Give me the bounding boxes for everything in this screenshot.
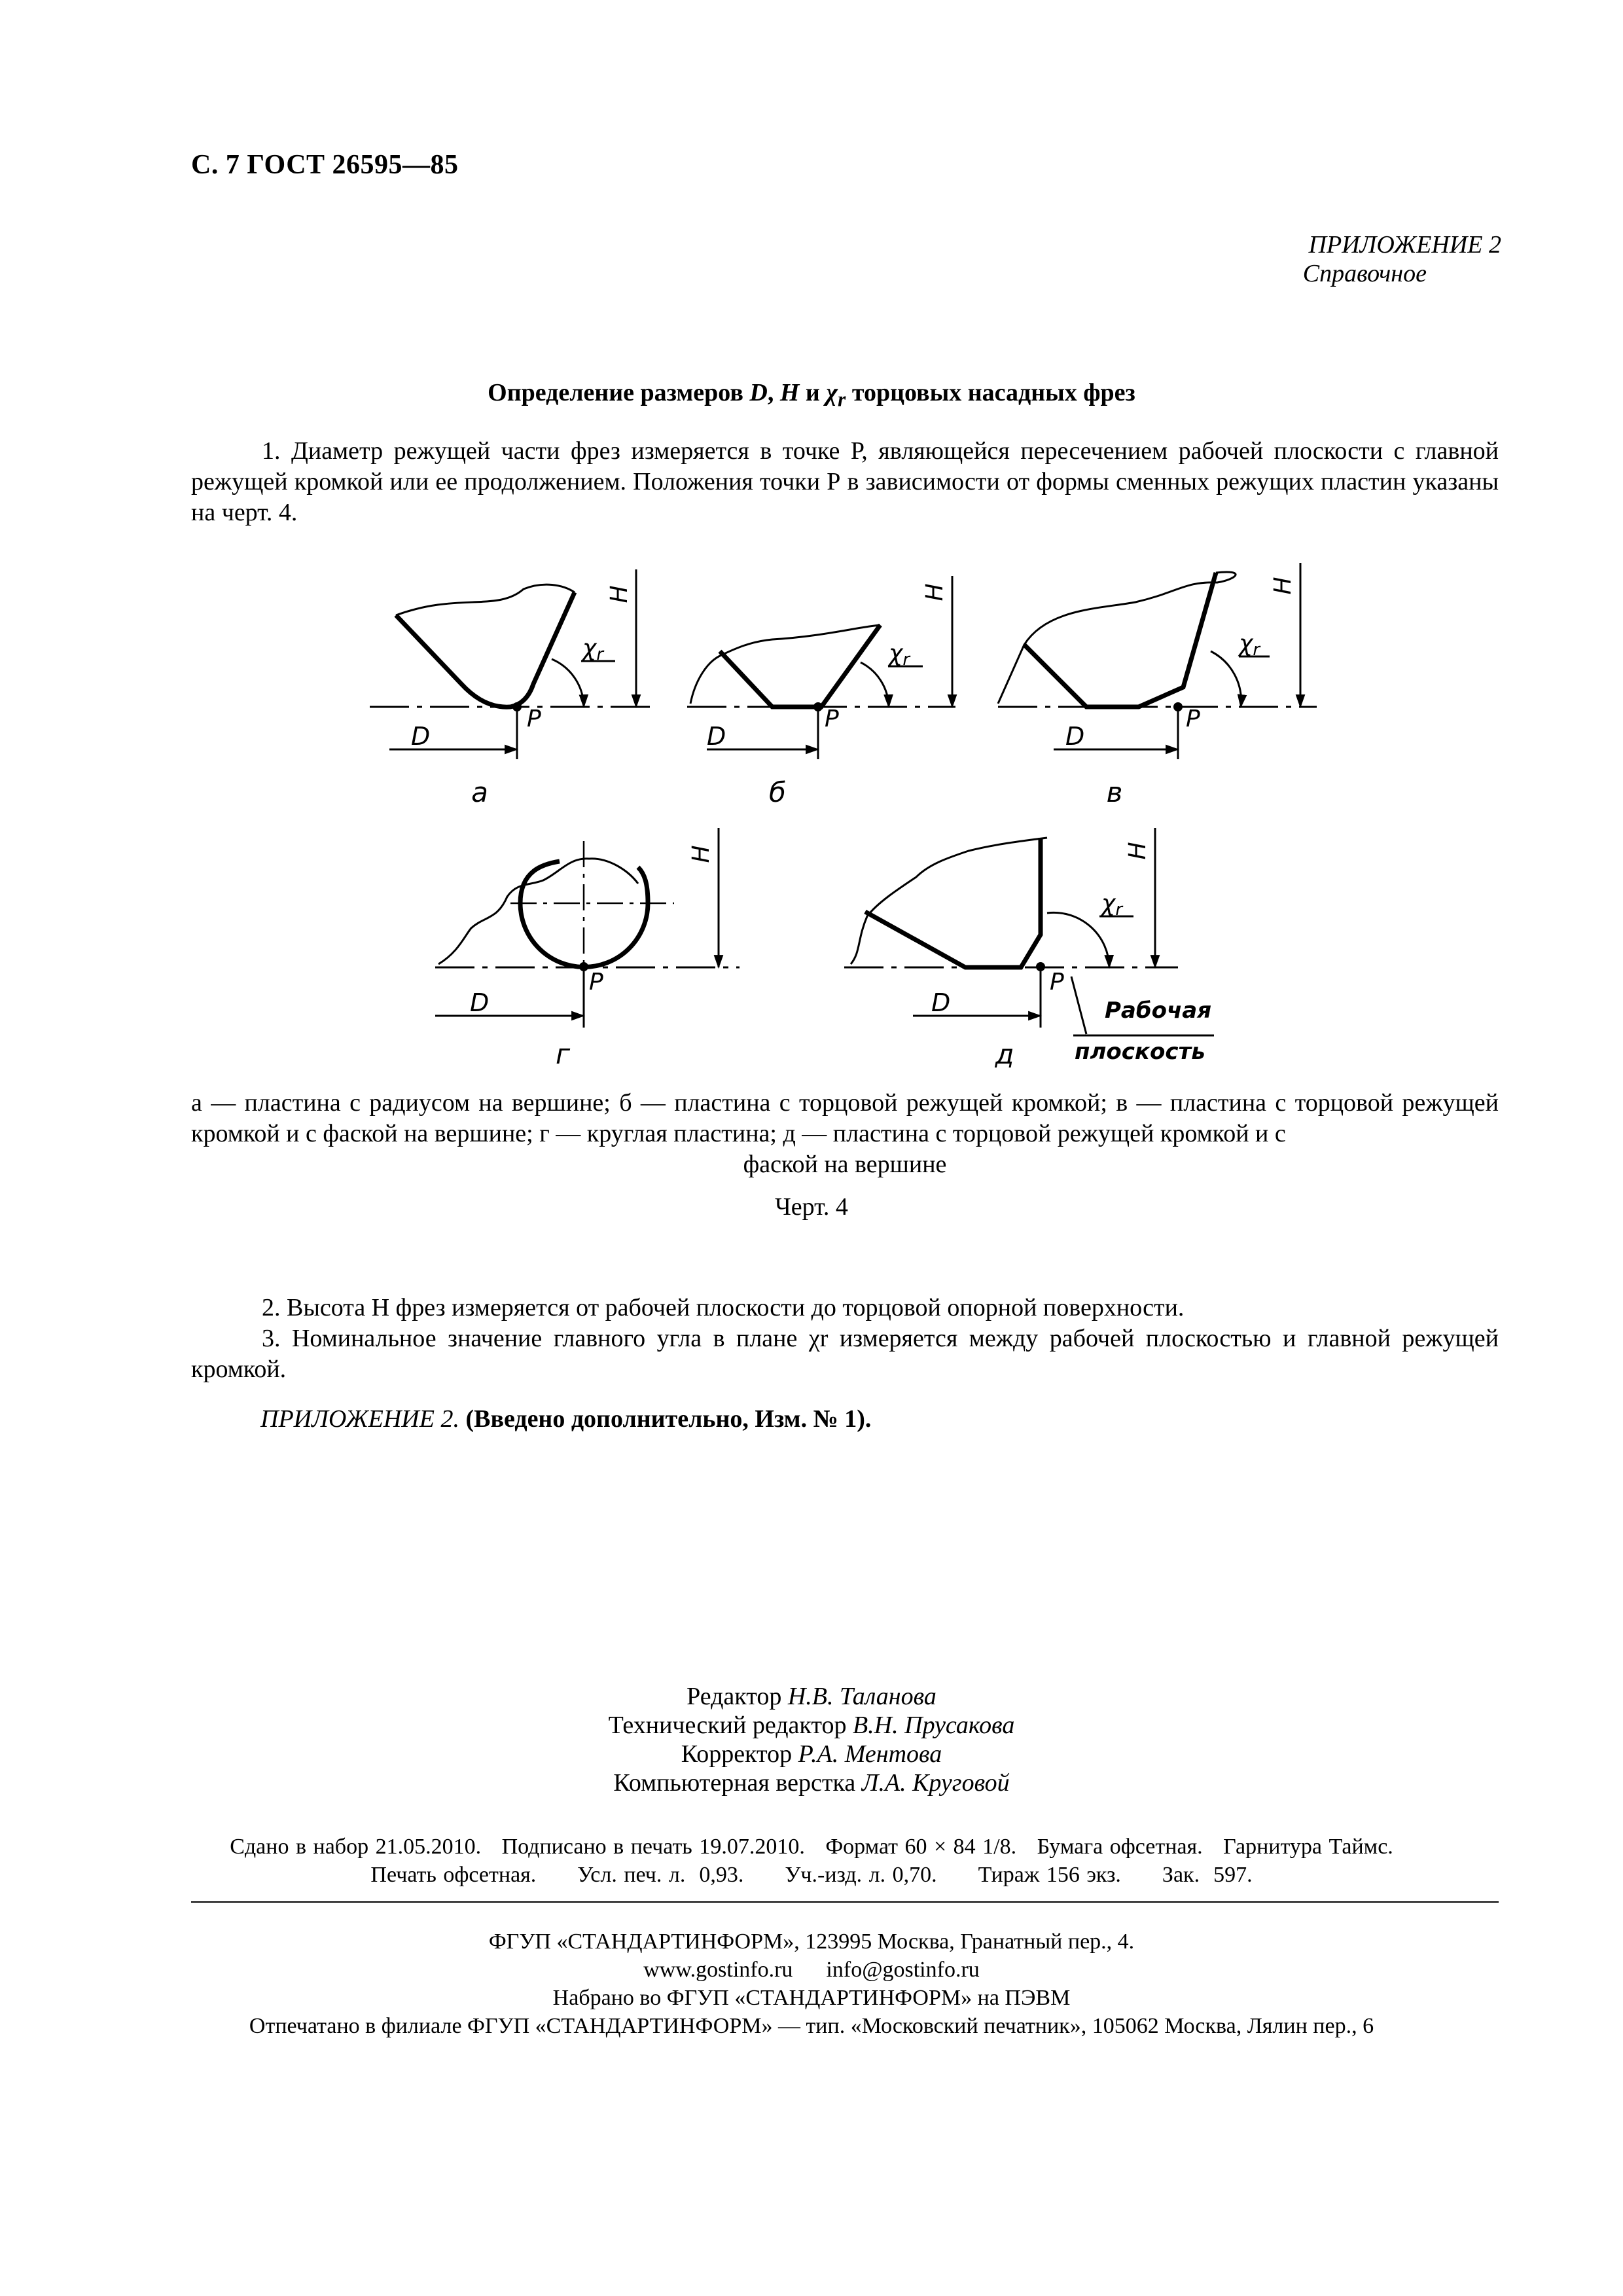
label-h-g: H xyxy=(688,845,715,863)
caption-last: фаской на вершине xyxy=(743,1151,947,1178)
caption-main: а — пластина с радиусом на вершине; б — пластина с торцовой режущей кромкой; в — пластина с торцовой режущей кромкой и с фаской на вершине; г — круглая пластина; д — пластина с торцовой режущей кромкой и с xyxy=(191,1089,1499,1147)
cutting-edge-a xyxy=(396,592,575,707)
angle-arc-v xyxy=(1211,651,1241,707)
label-chi-b: χr xyxy=(889,640,910,670)
paragraph-3 xyxy=(191,1323,1499,1385)
panel-v-drawing xyxy=(998,563,1317,759)
appendix-block xyxy=(1303,230,1501,288)
publication-line-2: Печать офсетная. Усл. печ. л. 0,93. Уч.-изд. л. 0,70. Тираж 156 экз. Зак. 597. xyxy=(370,1863,1253,1887)
point-p-v xyxy=(1173,702,1183,711)
figure-chert-4 xyxy=(0,550,1623,1086)
paragraph-2-text: Высота H фрез измеряется от рабочей плоскости до торцовой опорной поверхности. xyxy=(287,1294,1185,1321)
angle-arc-b xyxy=(861,662,889,707)
paragraph-3-number: 3. xyxy=(262,1325,281,1352)
label-h-d: H xyxy=(1124,842,1151,860)
paragraph-2 xyxy=(191,1293,1499,1323)
printer-line-4: Отпечатано в филиале ФГУП «СТАНДАРТИНФОРМ» — тип. «Московский печатник», 105062 Москва, Лялин пер., 6 xyxy=(249,2014,1374,2038)
title-and: и xyxy=(799,379,827,406)
label-p-b: P xyxy=(825,706,839,732)
credit-tech-editor: Технический редактор В.Н. Прусакова xyxy=(608,1712,1015,1739)
label-p-a: P xyxy=(527,706,541,732)
figure-number: Черт. 4 xyxy=(775,1193,848,1221)
publication-info xyxy=(0,1833,1623,1889)
insert-body-d xyxy=(851,838,1047,964)
label-h-a: H xyxy=(606,585,633,603)
point-p-a xyxy=(512,702,522,711)
title-suffix: торцовых насадных фрез xyxy=(846,379,1135,406)
section-title xyxy=(0,378,1623,412)
panel-label-v: в xyxy=(1106,776,1123,808)
angle-arc-a xyxy=(552,659,584,707)
amendment-text: (Введено дополнительно, Изм. № 1). xyxy=(459,1405,872,1433)
label-plane-1: Рабочая xyxy=(1105,997,1212,1024)
printer-line-3: Набрано во ФГУП «СТАНДАРТИНФОРМ» на ПЭВМ xyxy=(552,1986,1071,2010)
paragraph-3-text: Номинальное значение главного угла в плане χr измеряется между рабочей плоскостью и главной режущей кромкой. xyxy=(191,1325,1499,1383)
insert-body-a xyxy=(396,584,575,615)
panel-label-b: б xyxy=(769,776,786,808)
label-h-b: H xyxy=(921,583,948,601)
credit-corrector: Корректор Р.А. Ментова xyxy=(681,1740,942,1768)
paragraph-1-number: 1. xyxy=(262,437,281,465)
divider xyxy=(191,1901,1499,1903)
figure-caption xyxy=(191,1088,1499,1180)
label-p-g: P xyxy=(589,969,603,996)
point-p-g xyxy=(579,962,588,971)
label-plane-2: плоскость xyxy=(1075,1039,1205,1065)
label-chi-d: χr xyxy=(1101,890,1123,920)
label-d-g: D xyxy=(470,988,490,1017)
publication-line-1: Сдано в набор 21.05.2010. Подписано в печать 19.07.2010. Формат 60 × 84 1/8. Бумага офсетная. Гарнитура Таймс. xyxy=(230,1835,1393,1859)
panel-label-g: г xyxy=(555,1038,571,1070)
printer-line-2: www.gostinfo.ru info@gostinfo.ru xyxy=(643,1958,980,1982)
appendix-label: ПРИЛОЖЕНИЕ 2 xyxy=(1308,231,1501,259)
label-d-d: D xyxy=(931,988,951,1017)
label-d-v: D xyxy=(1065,722,1085,751)
panel-label-d: д xyxy=(995,1038,1014,1070)
label-chi-v: χr xyxy=(1239,630,1260,660)
panel-label-a: а xyxy=(471,776,488,808)
plane-leader-d xyxy=(1071,977,1086,1034)
label-d-b: D xyxy=(707,722,726,751)
paragraph-1-text: Диаметр режущей части фрез измеряется в точке Р, являющейся пересечением рабочей плоскости с главной режущей кромкой или ее продолжением. Положения точки Р в зависимости от формы сменных режущих пластин указаны на черт. 4. xyxy=(191,437,1499,526)
label-p-d: P xyxy=(1050,969,1064,996)
title-prefix: Определение размеров xyxy=(488,379,750,406)
insert-body-v xyxy=(998,572,1236,704)
point-p-b xyxy=(813,702,823,711)
cutting-edge-v xyxy=(1024,573,1216,707)
amendment-note xyxy=(260,1405,871,1433)
paragraph-1 xyxy=(191,436,1499,528)
point-p-d xyxy=(1036,962,1045,971)
printer-info xyxy=(0,1928,1623,2040)
title-comma: , xyxy=(767,379,780,406)
credit-layout: Компьютерная верстка Л.А. Круговой xyxy=(613,1769,1010,1797)
printer-line-1: ФГУП «СТАНДАРТИНФОРМ», 123995 Москва, Гранатный пер., 4. xyxy=(488,1929,1135,1954)
title-h: H xyxy=(779,379,800,406)
title-d: D xyxy=(749,379,768,406)
label-d-a: D xyxy=(411,722,431,751)
panel-b-drawing xyxy=(687,576,955,759)
credit-editor: Редактор Н.В. Таланова xyxy=(687,1683,936,1710)
credits-block xyxy=(0,1682,1623,1797)
label-chi-a: χr xyxy=(582,635,604,664)
angle-arc-d xyxy=(1047,912,1109,967)
amendment-appendix: ПРИЛОЖЕНИЕ 2. xyxy=(260,1405,459,1433)
title-chi-sub: r xyxy=(837,387,846,411)
label-h-v: H xyxy=(1270,577,1296,595)
title-chi: χ xyxy=(826,379,838,406)
label-p-v: P xyxy=(1186,706,1200,732)
page-header: С. 7 ГОСТ 26595—85 xyxy=(191,150,459,180)
appendix-status: Справочное xyxy=(1302,260,1427,287)
paragraph-2-number: 2. xyxy=(262,1294,281,1321)
